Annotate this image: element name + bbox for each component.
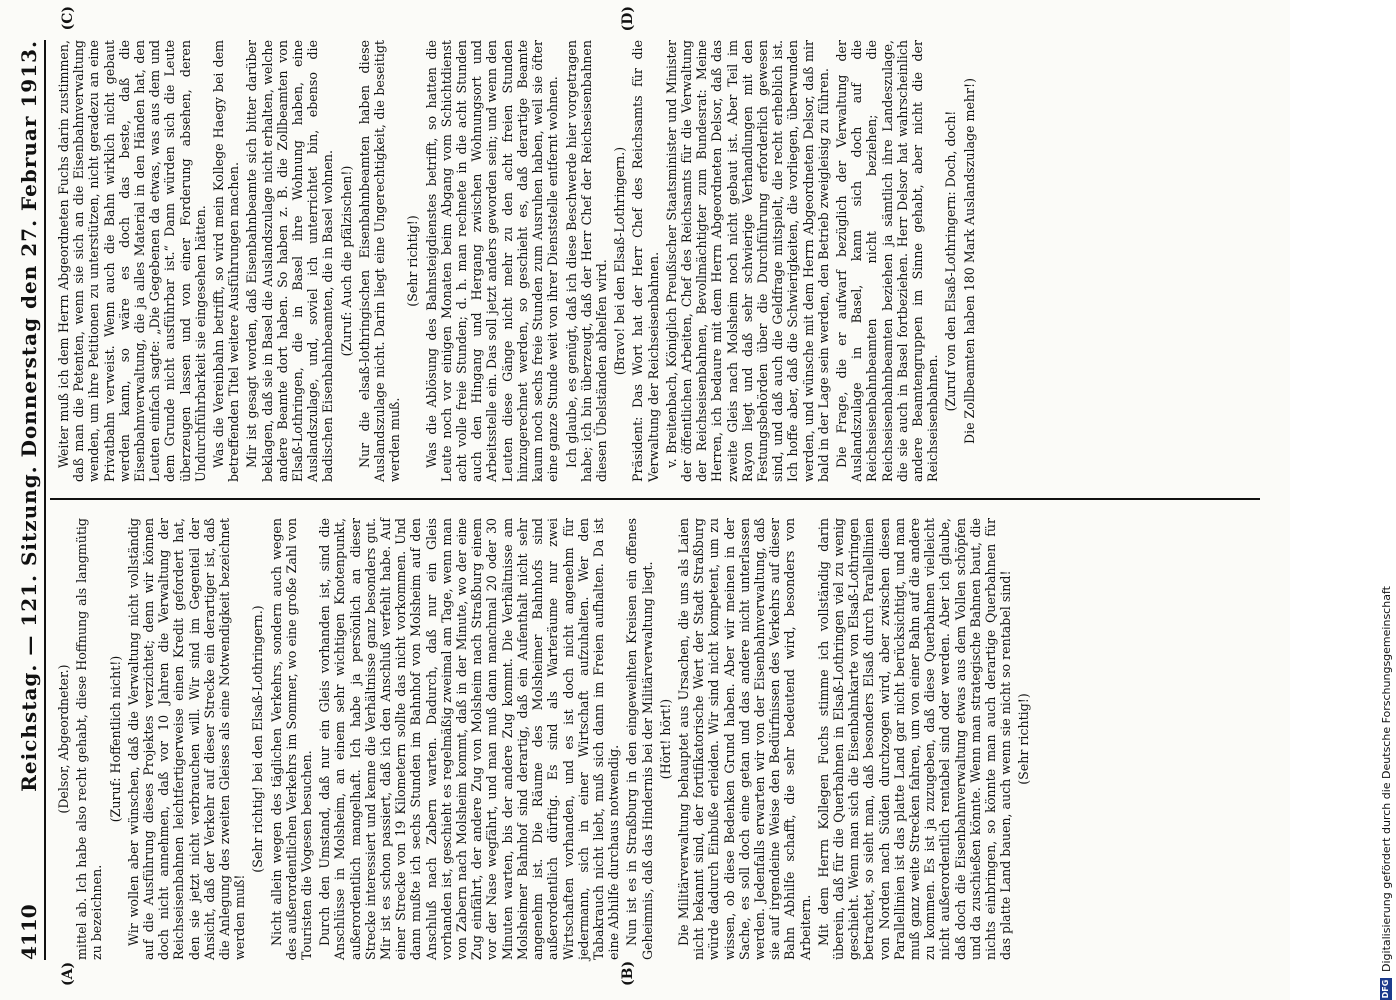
marker-b: (B) xyxy=(620,960,636,986)
paragraph: Mir ist gesagt worden, daß Eisenbahnbeamte sich bitter darüber beklagen, daß sie in Basel die Auslandszulage nicht erhalten, welche andere Beamte dort haben. So haben z. B. die Zollbeamten von Elsaß-Lothringen, die in Basel ihre Wohnung haben, eine Auslandszulage, und, soviel ich unterrichtet bin, ebenso die badischen Eisenbahnbeamten, die in Basel wohnen. xyxy=(244,40,336,482)
paragraph: (Sehr richtig!) xyxy=(1016,693,1032,785)
paragraph: (Hört! hört!) xyxy=(657,698,673,780)
marker-d: (D) xyxy=(620,6,636,32)
paragraph: Wir wollen aber wünschen, daß die Verwaltung nicht vollständig auf die Ausführung dieses Projektes verzichtet; denn wir können doch nicht annehmen, daß vor 10 Jahren die Verwaltung der Reichseisenbahnen leichtfertigerweise einen Kredit gefordert hat, den sie jetzt nicht verbrauchen will. Wir sind im Gegenteil der Ansicht, daß der Verkehr auf dieser Strecke ein derartiger ist, daß die Anlegung des zweiten Gleises als eine Notwendigkeit bezeichnet werden muß! xyxy=(125,518,248,960)
paragraph: Ich glaube, es genügt, daß ich diese Beschwerde hier vorgetragen habe; ich bin überzeugt, daß der Herr Chef der Reichseisenbahnen diesen Übelständen abhelfen wird. xyxy=(563,40,609,482)
left-column xyxy=(56,518,1262,960)
paragraph: Nur die elsaß-lothringischen Eisenbahnbeamten haben diese Auslandszulage nicht. Darin liegt eine Ungerechtigkeit, die beseitigt werden muß. xyxy=(356,40,403,482)
paragraph: mittel ab. Ich habe also recht gehabt, diese Hoffnung als langmütig zu bezeichnen. xyxy=(74,518,105,960)
column-divider xyxy=(50,498,1260,500)
right-column xyxy=(56,40,1262,482)
paragraph: (Bravo! bei den Elsaß-Lothringern.) xyxy=(612,146,628,376)
paragraph: (Zuruf von den Elsaß-Lothringern: Doch, doch! xyxy=(943,110,959,412)
page-header xyxy=(14,40,46,960)
paragraph: Was die Ablösung des Bahnsteigdienstes betrifft, so hatten die Leute noch vor einigen Monaten beim Abgang vom Schichtdienst acht volle freie Stunden; d. h. man rechnete in die acht Stunden auch den Hingang und Hergang zwischen Wohnungsort und Arbeitsstelle ein. Das soll jetzt anders geworden sein; und wenn den Leuten diese Gänge nicht mehr zu den acht freien Stunden hinzugerechnet werden, so geschieht es, daß derartige Beamte kaum noch sechs freie Stunden zum Ausruhen haben, weil sie öfter eine ganze Stunde weit von ihrer Dienststelle entfernt wohnen. xyxy=(423,40,561,482)
paragraph: Mit dem Herrn Kollegen Fuchs stimme ich vollständig darin überein, daß für die Querbahnen in Elsaß-Lothringen viel zu wenig geschieht. Wenn man sich die Eisenbahnkarte von Elsaß-Lothringen betrachtet, so sieht man, daß besonders Elsaß durch Parallellinien von Norden nach Süden durchzogen wird, aber zwischen diesen Parallellinien ist das platte Land gar nicht berücksichtigt, und man muß ganz weite Strecken fahren, um von einer Bahn auf die andere zu kommen. Es ist ja zuzugeben, daß diese Querbahnen vielleicht nicht außerordentlich rentabel sind oder werden. Aber ich glaube, daß doch die Eisenbahnverwaltung etwas aus dem Vollen schöpfen und da zuschießen könnte. Wenn man strategische Bahnen baut, die nichts einbringen, so könnte man auch derartige Querbahnen für das platte Land bauen, auch wenn sie nicht so rentabel sind! xyxy=(815,518,1014,960)
paragraph: (Delsor, Abgeordneter.) xyxy=(56,664,71,814)
digitization-credit xyxy=(1376,0,1396,1000)
page-number: 4110 xyxy=(17,904,41,960)
credit-text: Digitalisierung gefördert durch die Deutsche Forschungsgemeinschaft xyxy=(1379,586,1393,972)
paragraph: Nun ist es in Straßburg in den eingeweihten Kreisen ein offenes Geheimnis, daß das Hindernis bei der Militärverwaltung liegt. xyxy=(624,518,655,960)
paragraph: (Zuruf: Hoffentlich nicht!) xyxy=(107,655,123,823)
paragraph: (Sehr richtig!) xyxy=(405,215,421,307)
paragraph: Die Frage, die er aufwarf bezüglich der Verwaltung der Auslandszulage in Basel, kann sich doch auf die Reichseisenbahnbeamten nicht beziehen; die Reichseisenbahnbeamten beziehen ja sämtlich ihre Landeszulage, die sie auch in Basel fortbeziehen. Herr Delsor hat wahrscheinlich andere Beamtengruppen im Sinne gehabt, aber nicht die der Reichseisenbahnen. xyxy=(833,40,941,482)
paragraph: Durch den Umstand, daß nur ein Gleis vorhanden ist, sind die Anschlüsse in Molsheim, an einem sehr wichtigen Knotenpunkt, außerordentlich mangelhaft. Ich habe ja persönlich an dieser Strecke interessiert und kenne die Verhältnisse ganz besonders gut. Mir ist es schon passiert, daß ich den Anschluß verfehlt habe. Auf einer Strecke von 19 Kilometern sollte das nicht vorkommen. Und dann mußte ich sechs Stunden im Bahnhof von Molsheim auf den Anschluß nach Zabern warten. Dadurch, daß nur ein Gleis vorhanden ist, geschieht es regelmäßig zweimal am Tage, wenn man von Zabern nach Molsheim kommt, daß in der Minute, wo der eine Zug einfährt, der andere Zug von Molsheim nach Straßburg einem vor der Nase wegfährt, und man muß dann manchmal 20 oder 30 Minuten warten, bis der andere Zug kommt. Die Verhältnisse am Molsheimer Bahnhof sind derartig, daß ein Aufenthalt nicht sehr angenehm ist. Die Räume des Molsheimer Bahnhofs sind außerordentlich dürftig. Es sind als Warteräume nur zwei Wirtschaften vorhanden, und es ist doch nicht angenehm für jedermann, sich in einer Wirtschaft aufzuhalten. Wer den Tabakrauch nicht liebt, muß sich dann im Freien aufhalten. Da ist eine Abhilfe durchaus notwendig. xyxy=(317,518,622,960)
paragraph: v. Breitenbach, Königlich Preußischer Staatsminister und Minister der öffentlichen Arbeiten, Chef des Reichsamts für die Verwaltung der Reichseisenbahnen, Bevollmächtigter zum Bundesrat: Meine Herren, ich bedaure mit dem Herrn Abgeordneten Delsor, daß das zweite Gleis nach Molsheim noch nicht gebaut ist. Aber Teil im Rayon liegt und daß sehr schwierige Verhandlungen mit den Festungsbehörden über die Durchführung erforderlich gewesen sind, und daß auch die Geldfrage mitspielt, die recht erheblich ist. Ich hoffe aber, daß die Schwierigkeiten, die vorliegen, überwunden werden, und wünsche mit dem Herrn Abgeordneten Delsor, daß mir bald in der Lage sein werden, den Betrieb zweigleisig zu führen. xyxy=(663,40,831,482)
paragraph: (Zuruf: Auch die pfälzischen!) xyxy=(338,165,354,357)
marker-c: (C) xyxy=(60,6,76,31)
paragraph: Weiter muß ich dem Herrn Abgeordneten Fuchs darin zustimmen, daß man die Petenten, wenn sie sich an die Eisenbahnverwaltung wenden, um ihre Petitionen zu unterstützen, nicht geradezu an eine Privatbahn verweist. Wenn auch die Bahn wirklich nicht gebaut werden kann, so wäre es doch das beste, daß die Eisenbahnverwaltung, die ja alles Material in den Händen hat, den Leuten einfach sagte: „Die Gegebenen da etwas, was aus dem und dem Grunde nicht ausführbar ist.“ Dann würden sich die Leute überzeugen lassen und von einer Forderung absehen, deren Undurchführbarkeit sie eingesehen hätten. xyxy=(56,40,208,482)
paragraph: Präsident: Das Wort hat der Herr Chef des Reichsamts für die Verwaltung der Reichseisenbahnen. xyxy=(630,40,661,482)
marker-a: (A) xyxy=(60,961,76,986)
paragraph: Was die Vereinbahn betrifft, so wird mein Kollege Haegy bei dem betreffenden Titel weitere Ausführungen machen. xyxy=(211,40,242,482)
page-title: Reichstag. — 121. Sitzung. Donnerstag den 27. Februar 1913. xyxy=(17,40,41,792)
dfg-logo: DFG xyxy=(1381,979,1390,999)
paragraph: Nicht allein wegen des täglichen Verkehrs, sondern auch wegen des außerordentlichen Verkehrs im Sommer, wo eine große Zahl von Touristen die Vogesen besuchen. xyxy=(268,518,315,960)
paragraph: (Sehr richtig! bei den Elsaß-Lothringern.) xyxy=(250,605,266,873)
paragraph: Die Militärverwaltung behauptet aus Ursachen, die uns als Laien nicht bekannt sind, der fortifikatorische Wert der Stadt Straßburg würde dadurch Einbuße erleiden. Wir sind nicht kompetent, um zu wissen, ob diese Bedenken Grund haben. Aber wir meinen in der Sache, es soll doch eine getan und das andere nicht unterlassen werden. Jedenfalls erwarten wir von der Eisenbahnverwaltung, daß sie auf irgendeine Weise den Bedürfnissen des Verkehrs auf dieser Bahn Abhilfe schafft, die sehr bedeutend wird, besonders von Arbeitern. xyxy=(675,518,813,960)
paragraph: Die Zollbeamten haben 180 Mark Auslandszulage mehr!) xyxy=(961,77,977,445)
